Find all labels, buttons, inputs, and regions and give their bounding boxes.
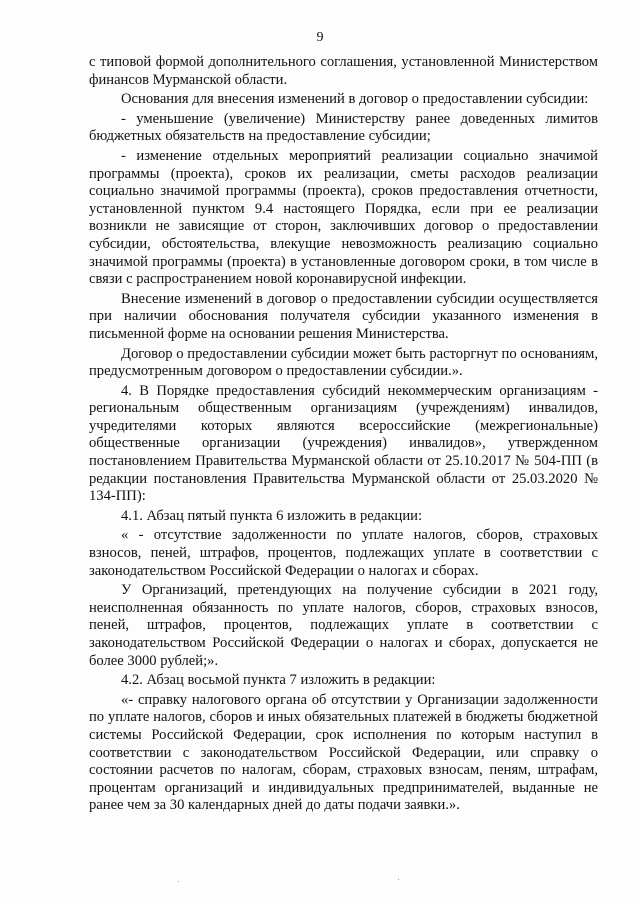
- document-body: [89, 54, 598, 815]
- paragraph-termination: Договор о предоставлении субсидии может быть расторгнут по основаниям, предусмотренным договором о предоставлении субсидии.».: [89, 345, 598, 380]
- paragraph-no-debt: « - отсутствие задолженности по уплате налогов, сборов, страховых взносов, пеней, штрафов, процентов, подлежащих уплате в соответствии с законодательством Российской Федерации о налогах и сборах.: [89, 527, 598, 579]
- paragraph-continuation: с типовой формой дополнительного соглашения, установленной Министерством финансов Мурманской области.: [89, 54, 598, 88]
- paragraph-organizations-2021: У Организаций, претендующих на получение субсидии в 2021 году, неисполненная обязанность по уплате налогов, сборов, страховых взносов, пеней, штрафов, процентов, подлежащих уплате в соответствии с законодательством Российской Федерации о налогах и сборах, допускается не более 3000 рублей;».: [89, 582, 598, 669]
- paragraph-grounds-heading: Основания для внесения изменений в договор о предоставлении субсидии:: [121, 91, 589, 108]
- paragraph-program-change: - изменение отдельных мероприятий реализации социально значимой программы (проекта), сроков их реализации, сметы расходов реализации социально значимой программы (проекта), сроков предоставления отчетности, установленной пунктом 9.4 настоящего Порядка, если при ее реализации возникли не зависящие от сторон, заключивших договор о предоставлении субсидии, обстоятельства, влекущие невозможность реализацию социально значимой программы (проекта) в установленные договором сроки, в том числе в связи с распространением новой коронавирусной инфекции.: [89, 147, 598, 288]
- paragraph-item-4: 4. В Порядке предоставления субсидий некоммерческим организациям - региональным общественным организациям (учреждениям) инвалидов, учредителями которых являются всероссийские (межрегиональные) общественные организации (учреждения) инвалидов», утвержденном постановлением Правительства Мурманской области от 25.10.2017 № 504-ПП (в редакции постановления Правительства Мурманской области от 25.03.2020 № 134-ПП):: [89, 382, 598, 505]
- paragraph-item-4-2: 4.2. Абзац восьмой пункта 7 изложить в редакции:: [121, 672, 436, 689]
- paragraph-item-4-1: 4.1. Абзац пятый пункта 6 изложить в редакции:: [121, 507, 423, 524]
- scan-speck: [398, 879, 399, 880]
- paragraph-amendment-basis: Внесение изменений в договор о предоставлении субсидии осуществляется при наличии обоснования получателя субсидии указанного изменения в письменной форме на основании решения Министерства.: [89, 290, 598, 342]
- scan-speck: [178, 881, 179, 882]
- paragraph-limits: - уменьшение (увеличение) Министерству ранее доведенных лимитов бюджетных обязательств на предоставление субсидии;: [89, 110, 598, 145]
- paragraph-tax-certificate: «- справку налогового органа об отсутствии у Организации задолженности по уплате налогов, сборов и иных обязательных платежей в бюджеты бюджетной системы Российской Федерации, срок исполнения по которым наступил в соответствии с законодательством Российской Федерации, или справку о состоянии расчетов по налогам, сборам, страховых взносам, пеням, штрафам, процентам организаций и индивидуальных предпринимателей, выданные не ранее чем за 30 календарных дней до даты подачи заявки.».: [89, 691, 598, 814]
- page-number: 9: [316, 30, 324, 45]
